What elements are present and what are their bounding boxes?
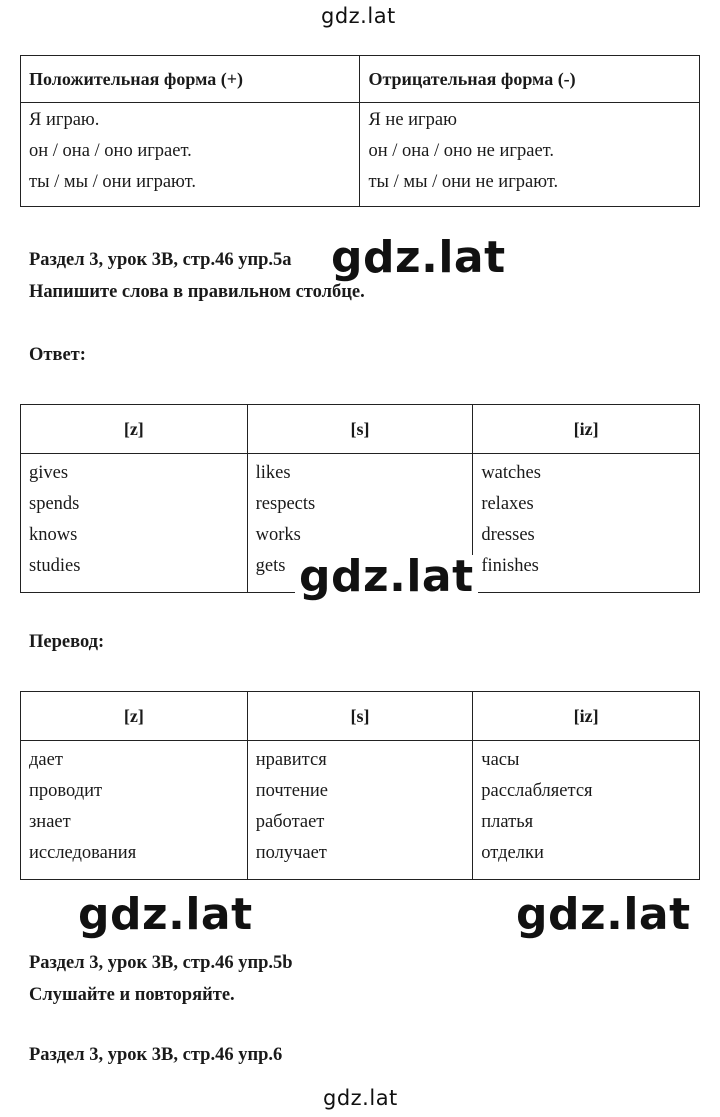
word: works xyxy=(255,525,301,545)
word: finishes xyxy=(481,556,539,576)
word: расслабляется xyxy=(481,781,593,801)
header-iz: [iz] xyxy=(473,405,700,454)
answer-label: Ответ: xyxy=(29,345,86,365)
header-s: [s] xyxy=(247,692,473,741)
word: отделки xyxy=(481,843,544,863)
header-iz: [iz] xyxy=(473,692,700,741)
word: dresses xyxy=(481,525,535,545)
word: respects xyxy=(255,494,316,514)
affirmative-cell xyxy=(21,103,360,207)
word: studies xyxy=(29,556,81,576)
word: платья xyxy=(481,812,534,832)
translation-label: Перевод: xyxy=(29,632,105,652)
header-z: [z] xyxy=(21,405,248,454)
line: он / она / оно не играет. xyxy=(368,141,554,161)
word: knows xyxy=(29,525,78,545)
word: spends xyxy=(29,494,80,514)
translation-table xyxy=(20,691,700,880)
column-iz xyxy=(473,454,700,593)
negative-cell xyxy=(360,103,700,207)
header-affirmative: Положительная форма (+) xyxy=(21,56,360,103)
header-negative: Отрицательная форма (-) xyxy=(360,56,700,103)
line: Я играю. xyxy=(29,110,100,130)
line: он / она / оно играет. xyxy=(29,141,192,161)
word: работает xyxy=(255,812,325,832)
word: знает xyxy=(29,812,71,832)
word: получает xyxy=(255,843,327,863)
column-s xyxy=(247,741,473,880)
section-5b-title: Раздел 3, урок 3B, стр.46 упр.5b xyxy=(29,953,293,973)
line: ты / мы / они играют. xyxy=(29,172,196,192)
watermark-large: gdz.lat xyxy=(516,889,691,940)
header-z: [z] xyxy=(21,692,248,741)
column-iz xyxy=(473,741,700,880)
word: gives xyxy=(29,463,69,483)
header-s: [s] xyxy=(247,405,473,454)
word: почтение xyxy=(255,781,328,801)
line: Я не играю xyxy=(368,110,457,130)
watermark-top: gdz.lat xyxy=(321,4,396,28)
word: likes xyxy=(255,463,291,483)
word: gets xyxy=(255,556,286,576)
affirmative-negative-table xyxy=(20,55,700,207)
word: нравится xyxy=(255,750,327,770)
column-z xyxy=(21,741,248,880)
watermark-large: gdz.lat xyxy=(295,555,478,599)
word: проводит xyxy=(29,781,103,801)
word: relaxes xyxy=(481,494,534,514)
section-5b-task: Слушайте и повторяйте. xyxy=(29,985,235,1005)
section-6-title: Раздел 3, урок 3B, стр.46 упр.6 xyxy=(29,1045,283,1065)
column-z xyxy=(21,454,248,593)
word: исследования xyxy=(29,843,137,863)
watermark-large: gdz.lat xyxy=(331,232,506,283)
watermark-large: gdz.lat xyxy=(78,889,253,940)
word: часы xyxy=(481,750,520,770)
watermark-bottom: gdz.lat xyxy=(323,1086,398,1110)
word: watches xyxy=(481,463,541,483)
line: ты / мы / они не играют. xyxy=(368,172,559,192)
section-5a-title: Раздел 3, урок 3B, стр.46 упр.5a xyxy=(29,250,292,270)
word: дает xyxy=(29,750,63,770)
section-5a-task: Напишите слова в правильном столбце. xyxy=(29,282,365,302)
